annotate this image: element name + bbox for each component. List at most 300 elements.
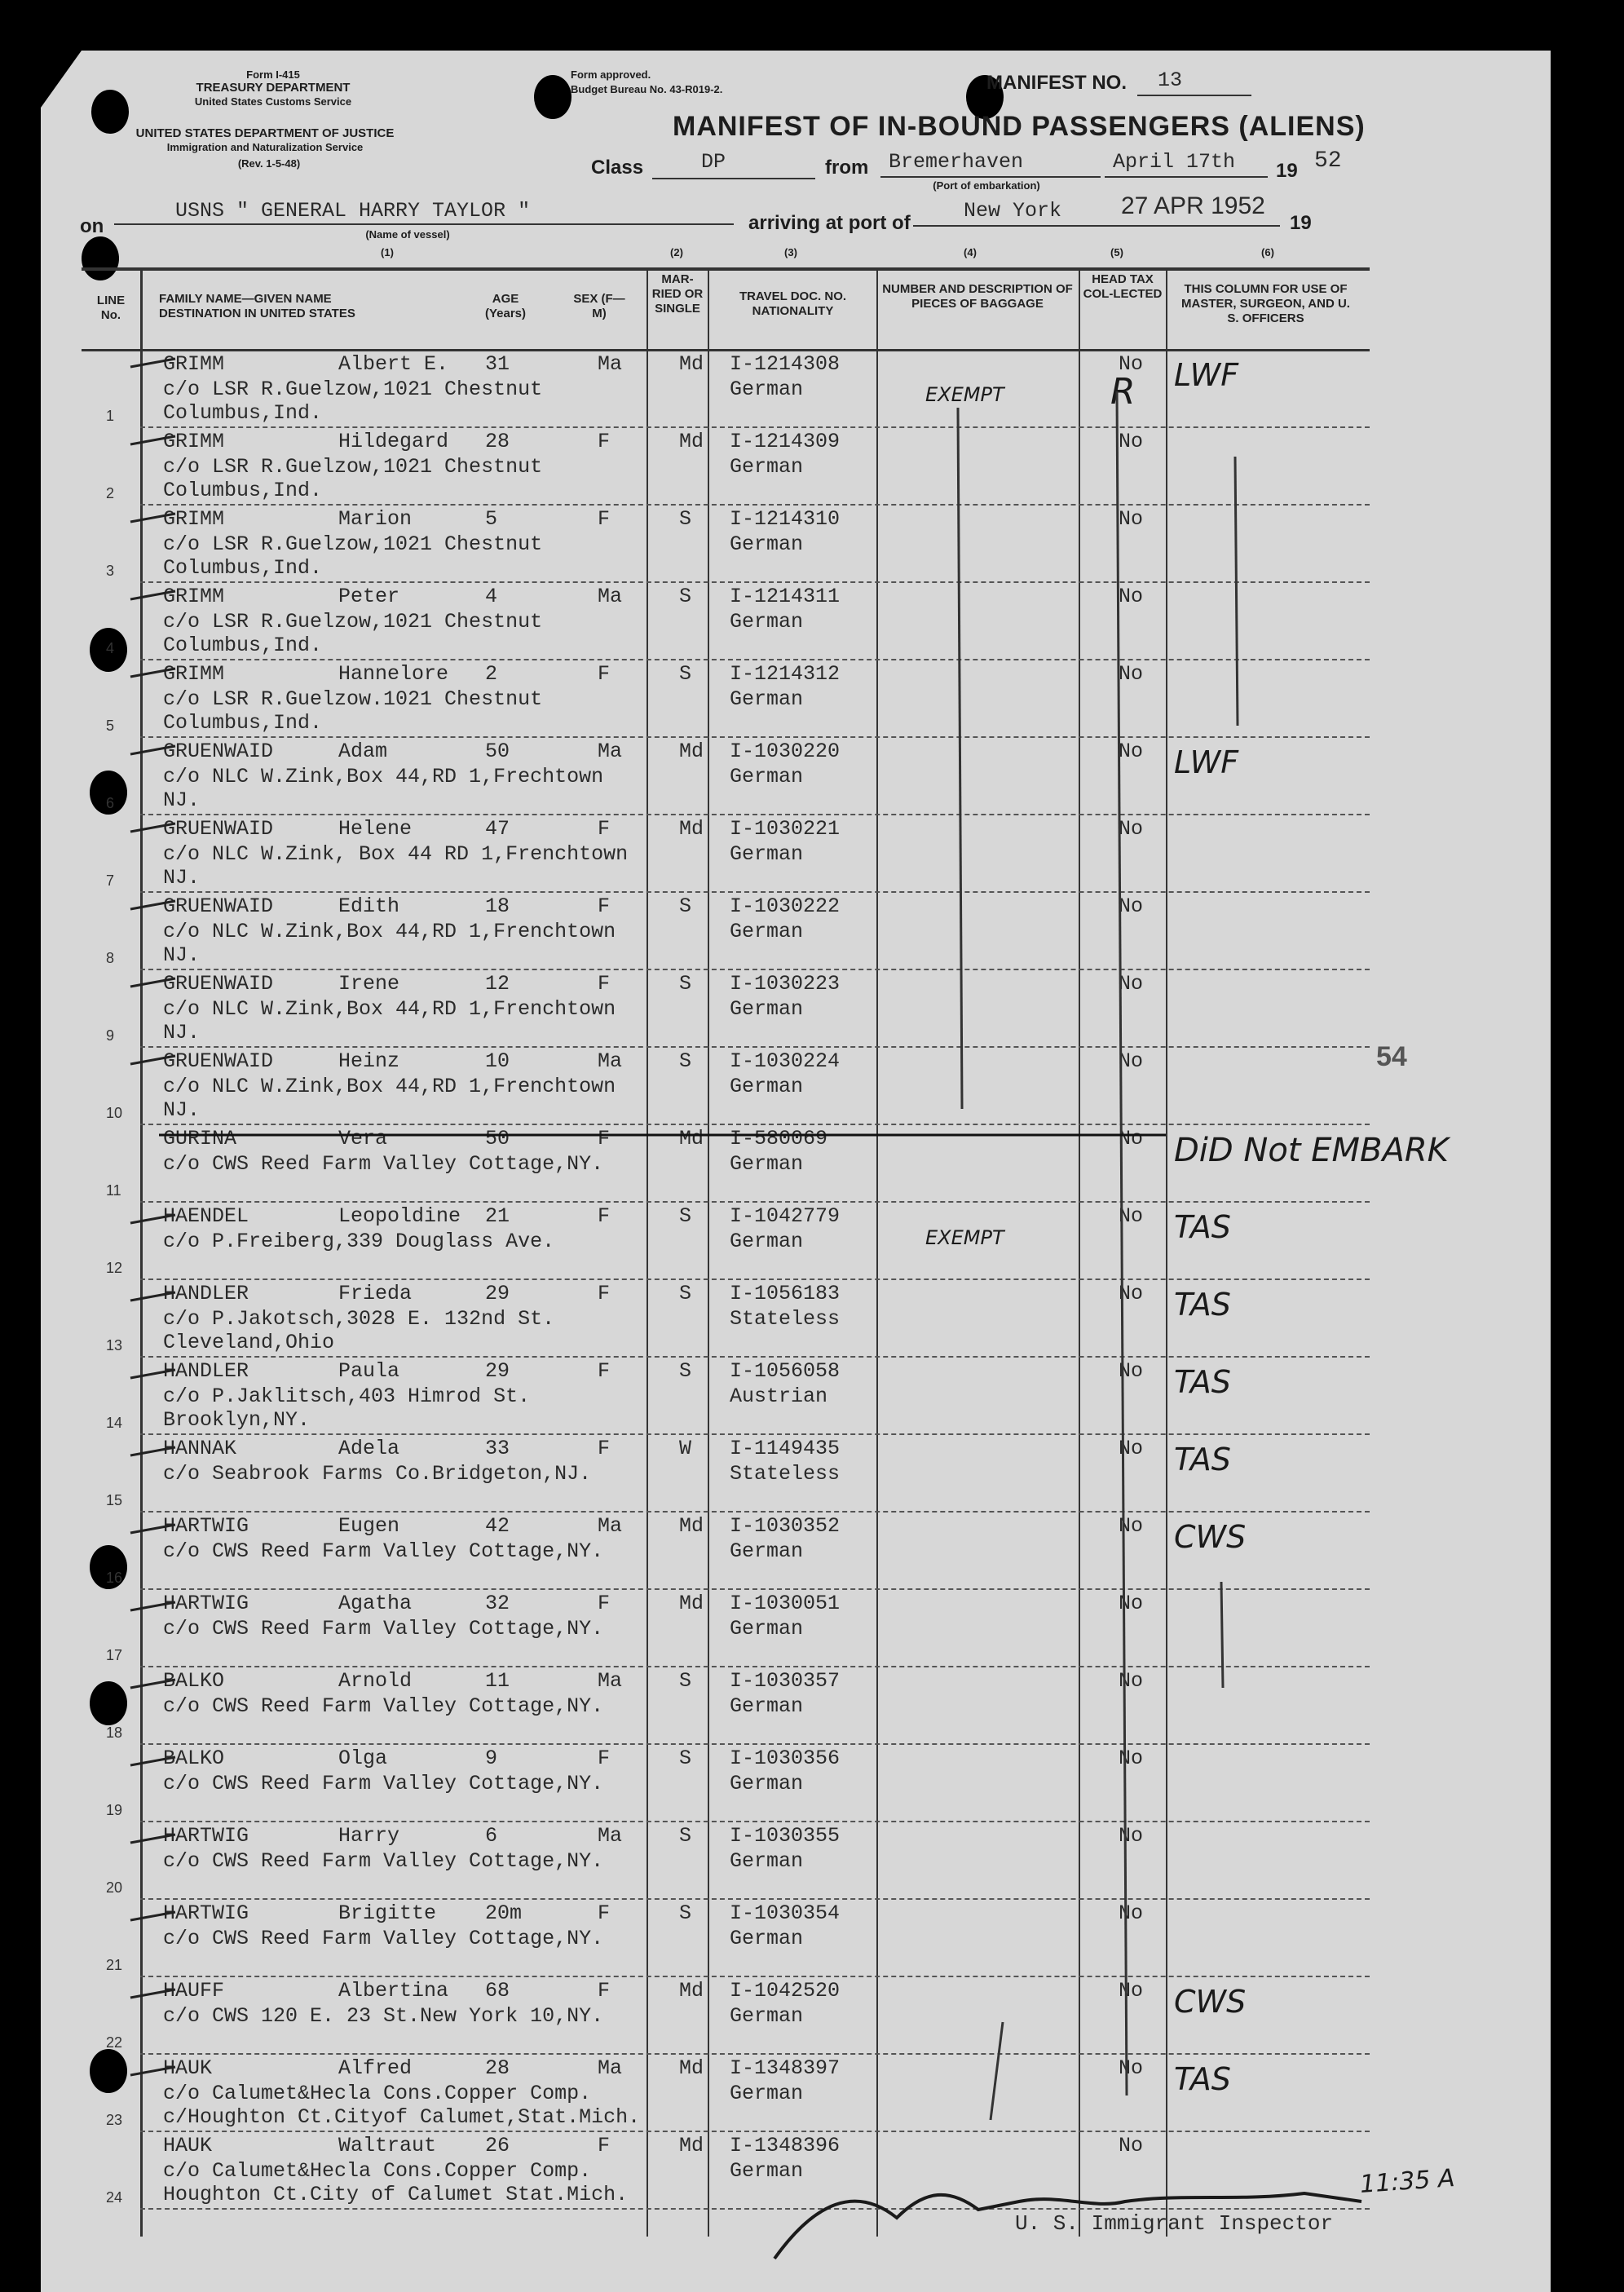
family-name: HAUFF bbox=[163, 1979, 225, 2003]
sex: F bbox=[598, 817, 611, 841]
line-number: 24 bbox=[106, 2189, 123, 2206]
travel-doc-no: I-1056183 bbox=[730, 1282, 841, 1305]
colnum-6: (6) bbox=[1261, 246, 1274, 258]
destination-line-1: c/o P.Jakotsch,3028 E. 132nd St. bbox=[163, 1307, 555, 1331]
head-tax: No bbox=[1119, 1359, 1144, 1383]
family-name: BALKO bbox=[163, 1669, 225, 1693]
given-name: Hildegard bbox=[338, 430, 449, 453]
travel-doc-no: I-1214309 bbox=[730, 430, 841, 453]
given-name: Helene bbox=[338, 817, 413, 841]
travel-doc-no: I-1348397 bbox=[730, 2056, 841, 2080]
colnum-5: (5) bbox=[1110, 246, 1123, 258]
destination-line-1: c/o Calumet&Hecla Cons.Copper Comp. bbox=[163, 2159, 592, 2183]
officer-note: TAS bbox=[1174, 1209, 1231, 1245]
family-name: GRUENWAID bbox=[163, 740, 274, 763]
destination-line-1: c/o NLC W.Zink,Box 44,RD 1,Frechtown bbox=[163, 765, 604, 788]
age: 33 bbox=[485, 1437, 510, 1460]
line-number: 13 bbox=[106, 1337, 123, 1354]
given-name: Waltraut bbox=[338, 2134, 437, 2157]
given-name: Vera bbox=[338, 1127, 388, 1150]
family-name: HARTWIG bbox=[163, 1514, 249, 1538]
age: 4 bbox=[485, 585, 498, 608]
manifest-no-label: MANIFEST NO. bbox=[986, 72, 1127, 94]
head-tax: No bbox=[1119, 1049, 1144, 1073]
line-number: 3 bbox=[106, 563, 115, 579]
stamp-date: 27 APR 1952 bbox=[1121, 192, 1265, 219]
marital-status: S bbox=[679, 972, 692, 996]
given-name: Peter bbox=[338, 585, 400, 608]
nationality: German bbox=[730, 765, 804, 788]
destination-line-2: NJ. bbox=[163, 943, 201, 967]
nationality: German bbox=[730, 1772, 804, 1795]
given-name: Edith bbox=[338, 894, 400, 918]
head-tax: No bbox=[1119, 430, 1144, 453]
age: 29 bbox=[485, 1282, 510, 1305]
manifest-no-value: 13 bbox=[1158, 68, 1183, 92]
given-name: Adela bbox=[338, 1437, 400, 1460]
nationality: German bbox=[730, 2082, 804, 2105]
age: 20m bbox=[485, 1901, 523, 1925]
nationality: German bbox=[730, 842, 804, 866]
given-name: Harry bbox=[338, 1824, 400, 1848]
travel-doc-no: I-1056058 bbox=[730, 1359, 841, 1383]
form-number: Form I-415 bbox=[246, 68, 300, 81]
line-number: 17 bbox=[106, 1647, 123, 1663]
marital-status: S bbox=[679, 1049, 692, 1073]
family-name: HANNAK bbox=[163, 1437, 237, 1460]
marital-status: Md bbox=[679, 2134, 704, 2157]
sex: Ma bbox=[598, 352, 623, 376]
destination-line-1: c/o CWS Reed Farm Valley Cottage,NY. bbox=[163, 1927, 604, 1950]
nationality: German bbox=[730, 1849, 804, 1873]
head-tax: No bbox=[1119, 972, 1144, 996]
inspector-signature bbox=[774, 2193, 1361, 2259]
nationality: German bbox=[730, 532, 804, 556]
head-tax: No bbox=[1119, 894, 1144, 918]
exempt-note-2: EXEMPT bbox=[925, 1226, 1004, 1249]
sex: F bbox=[598, 1282, 611, 1305]
destination-line-1: c/o CWS Reed Farm Valley Cottage,NY. bbox=[163, 1617, 604, 1641]
travel-doc-no: I-1030354 bbox=[730, 1901, 841, 1925]
header-baggage: NUMBER AND DESCRIPTION OF PIECES OF BAGGAGE bbox=[882, 282, 1073, 311]
age: 47 bbox=[485, 817, 510, 841]
marital-status: S bbox=[679, 894, 692, 918]
age: 11 bbox=[485, 1669, 510, 1693]
age: 5 bbox=[485, 507, 498, 531]
given-name: Hannelore bbox=[338, 662, 449, 686]
sex: F bbox=[598, 1359, 611, 1383]
colnum-4: (4) bbox=[964, 246, 977, 258]
colnum-2: (2) bbox=[670, 246, 683, 258]
nationality: German bbox=[730, 997, 804, 1021]
travel-doc-no: I-1030221 bbox=[730, 817, 841, 841]
given-name: Irene bbox=[338, 972, 400, 996]
destination-line-2: Columbus,Ind. bbox=[163, 479, 323, 502]
destination-line-1: c/o LSR R.Guelzow,1021 Chestnut bbox=[163, 532, 543, 556]
nationality: German bbox=[730, 2159, 804, 2183]
marital-status: S bbox=[679, 1204, 692, 1228]
from-value: Bremerhaven bbox=[889, 150, 1024, 174]
travel-doc-no: I-1149435 bbox=[730, 1437, 841, 1460]
form-approved: Form approved. bbox=[571, 68, 651, 81]
family-name: GRIMM bbox=[163, 662, 225, 686]
given-name: Frieda bbox=[338, 1282, 413, 1305]
nationality: German bbox=[730, 920, 804, 943]
destination-line-1: c/o CWS Reed Farm Valley Cottage,NY. bbox=[163, 1849, 604, 1873]
nationality: German bbox=[730, 1075, 804, 1098]
age: 6 bbox=[485, 1824, 498, 1848]
destination-line-2: c/Houghton Ct.Cityof Calumet,Stat.Mich. bbox=[163, 2105, 641, 2129]
given-name: Eugen bbox=[338, 1514, 400, 1538]
sex: F bbox=[598, 2134, 611, 2157]
destination-line-1: c/o P.Jaklitsch,403 Himrod St. bbox=[163, 1384, 531, 1408]
given-name: Arnold bbox=[338, 1669, 413, 1693]
ins-service: Immigration and Naturalization Service bbox=[166, 141, 364, 153]
sex: F bbox=[598, 1592, 611, 1615]
destination-line-2: NJ. bbox=[163, 788, 201, 812]
destination-line-1: c/o LSR R.Guelzow,1021 Chestnut bbox=[163, 378, 543, 401]
head-tax: No bbox=[1119, 1901, 1144, 1925]
sex: F bbox=[598, 1901, 611, 1925]
family-name: HAENDEL bbox=[163, 1204, 249, 1228]
age: 2 bbox=[485, 662, 498, 686]
age: 50 bbox=[485, 1127, 510, 1150]
destination-line-1: c/o Seabrook Farms Co.Bridgeton,NJ. bbox=[163, 1462, 592, 1486]
age: 50 bbox=[485, 740, 510, 763]
line-number: 11 bbox=[106, 1182, 121, 1199]
line-number: 1 bbox=[106, 408, 115, 424]
head-tax: No bbox=[1119, 1592, 1144, 1615]
destination-line-1: c/o CWS Reed Farm Valley Cottage,NY. bbox=[163, 1539, 604, 1563]
given-name: Albert E. bbox=[338, 352, 449, 376]
head-tax: No bbox=[1119, 1669, 1144, 1693]
destination-line-2: NJ. bbox=[163, 1021, 201, 1044]
officer-ditto-line-1 bbox=[1235, 457, 1238, 726]
family-name: GRIMM bbox=[163, 430, 225, 453]
marital-status: S bbox=[679, 1901, 692, 1925]
travel-doc-no: I-1030352 bbox=[730, 1514, 841, 1538]
nationality: German bbox=[730, 610, 804, 634]
travel-doc-no: I-1214308 bbox=[730, 352, 841, 376]
travel-doc-no: I-1214311 bbox=[730, 585, 841, 608]
age: 29 bbox=[485, 1359, 510, 1383]
marital-status: Md bbox=[679, 352, 704, 376]
line-number: 15 bbox=[106, 1492, 123, 1508]
family-name: HARTWIG bbox=[163, 1824, 249, 1848]
inspector-label: U. S. Immigrant Inspector bbox=[1015, 2211, 1334, 2236]
age: 10 bbox=[485, 1049, 510, 1073]
family-name: GURINA bbox=[163, 1127, 237, 1150]
age: 32 bbox=[485, 1592, 510, 1615]
destination-line-2: NJ. bbox=[163, 866, 201, 890]
line-number: 9 bbox=[106, 1027, 115, 1044]
line-number: 20 bbox=[106, 1879, 123, 1896]
age: 28 bbox=[485, 2056, 510, 2080]
marital-status: Md bbox=[679, 1592, 704, 1615]
age: 9 bbox=[485, 1747, 498, 1770]
sex: F bbox=[598, 507, 611, 531]
line-number: 14 bbox=[106, 1415, 123, 1431]
nationality: German bbox=[730, 1927, 804, 1950]
officer-note: TAS bbox=[1174, 2061, 1231, 2097]
officer-note: CWS bbox=[1174, 1519, 1247, 1555]
year-suffix: 19 bbox=[1290, 212, 1312, 234]
line-number: 16 bbox=[106, 1570, 123, 1586]
travel-doc-no: I-1214310 bbox=[730, 507, 841, 531]
justice-dept: UNITED STATES DEPARTMENT OF JUSTICE bbox=[135, 126, 395, 140]
destination-line-1: c/o NLC W.Zink,Box 44,RD 1,Frenchtown bbox=[163, 920, 616, 943]
line-number: 5 bbox=[106, 718, 115, 734]
family-name: GRUENWAID bbox=[163, 972, 274, 996]
destination-line-2: Columbus,Ind. bbox=[163, 556, 323, 580]
colnum-3: (3) bbox=[784, 246, 797, 258]
given-name: Albertina bbox=[338, 1979, 449, 2003]
family-name: HANDLER bbox=[163, 1282, 249, 1305]
marital-status: S bbox=[679, 1282, 692, 1305]
marital-status: S bbox=[679, 1359, 692, 1383]
header-tax: HEAD TAX COL-LECTED bbox=[1083, 272, 1163, 301]
header-officers: THIS COLUMN FOR USE OF MASTER, SURGEON, AND U. S. OFFICERS bbox=[1181, 282, 1350, 325]
destination-line-2: NJ. bbox=[163, 1098, 201, 1122]
sex: Ma bbox=[598, 2056, 623, 2080]
given-name: Adam bbox=[338, 740, 388, 763]
travel-doc-no: I-1030355 bbox=[730, 1824, 841, 1848]
sex: F bbox=[598, 1127, 611, 1150]
destination-line-1: c/o NLC W.Zink,Box 44,RD 1,Frenchtown bbox=[163, 1075, 616, 1098]
date-value: April 17th bbox=[1113, 150, 1236, 174]
head-tax: No bbox=[1119, 1747, 1144, 1770]
head-tax: No bbox=[1119, 817, 1144, 841]
marital-status: Md bbox=[679, 740, 704, 763]
officer-note: TAS bbox=[1174, 1364, 1231, 1400]
officer-note: DiD Not EMBARK bbox=[1174, 1132, 1449, 1169]
head-tax: No bbox=[1119, 1204, 1144, 1228]
sex: F bbox=[598, 1437, 611, 1460]
header-travel: TRAVEL DOC. NO. NATIONALITY bbox=[739, 289, 847, 318]
destination-line-1: c/o CWS Reed Farm Valley Cottage,NY. bbox=[163, 1152, 604, 1176]
line-number: 4 bbox=[106, 640, 115, 656]
age: 42 bbox=[485, 1514, 510, 1538]
given-name: Heinz bbox=[338, 1049, 400, 1073]
given-name: Paula bbox=[338, 1359, 400, 1383]
destination-line-2: Brooklyn,NY. bbox=[163, 1408, 311, 1432]
treasury-dept: TREASURY DEPARTMENT bbox=[196, 81, 351, 95]
destination-line-1: c/o NLC W.Zink, Box 44 RD 1,Frenchtown bbox=[163, 842, 629, 866]
given-name: Brigitte bbox=[338, 1901, 437, 1925]
destination-line-2: Cleveland,Ohio bbox=[163, 1331, 335, 1354]
destination-line-2: Columbus,Ind. bbox=[163, 711, 323, 735]
head-tax: No bbox=[1119, 1824, 1144, 1848]
line-number: 7 bbox=[106, 872, 115, 889]
nationality: Stateless bbox=[730, 1307, 841, 1331]
year-value: 52 bbox=[1314, 148, 1342, 174]
line-number: 23 bbox=[106, 2112, 123, 2128]
sex: F bbox=[598, 972, 611, 996]
signature-time: 11:35 A bbox=[1358, 2163, 1456, 2200]
head-tax: No bbox=[1119, 1282, 1144, 1305]
nationality: German bbox=[730, 1539, 804, 1563]
on-label: on bbox=[80, 215, 104, 237]
destination-line-2: Columbus,Ind. bbox=[163, 634, 323, 657]
sex: F bbox=[598, 1204, 611, 1228]
head-tax: No bbox=[1119, 2056, 1144, 2080]
family-name: GRIMM bbox=[163, 507, 225, 531]
age: 68 bbox=[485, 1979, 510, 2003]
family-name: GRIMM bbox=[163, 352, 225, 376]
nationality: German bbox=[730, 1694, 804, 1718]
family-name: HANDLER bbox=[163, 1359, 249, 1383]
marital-status: S bbox=[679, 1824, 692, 1848]
year-prefix: 19 bbox=[1276, 160, 1298, 182]
tick-marks bbox=[130, 359, 175, 2075]
destination-line-1: c/o CWS Reed Farm Valley Cottage,NY. bbox=[163, 1772, 604, 1795]
destination-line-1: c/o CWS 120 E. 23 St.New York 10,NY. bbox=[163, 2004, 604, 2028]
age: 18 bbox=[485, 894, 510, 918]
officer-note: LWF bbox=[1174, 357, 1239, 393]
head-tax: No bbox=[1119, 1127, 1144, 1150]
sex: Ma bbox=[598, 1669, 623, 1693]
given-name: Alfred bbox=[338, 2056, 413, 2080]
sex: F bbox=[598, 430, 611, 453]
travel-doc-no: I-1030356 bbox=[730, 1747, 841, 1770]
age: 26 bbox=[485, 2134, 510, 2157]
sex: Ma bbox=[598, 1514, 623, 1538]
marital-status: Md bbox=[679, 1514, 704, 1538]
marital-status: S bbox=[679, 1747, 692, 1770]
family-name: GRUENWAID bbox=[163, 817, 274, 841]
destination-line-1: c/o CWS Reed Farm Valley Cottage,NY. bbox=[163, 1694, 604, 1718]
line-number: 2 bbox=[106, 485, 115, 501]
sex: Ma bbox=[598, 1824, 623, 1848]
officer-note: CWS bbox=[1174, 1984, 1247, 2020]
nationality: German bbox=[730, 1230, 804, 1253]
marital-status: Md bbox=[679, 1979, 704, 2003]
exempt-note-1: EXEMPT bbox=[925, 383, 1004, 406]
sex: F bbox=[598, 662, 611, 686]
nationality: Austrian bbox=[730, 1384, 828, 1408]
travel-doc-no: I-1030357 bbox=[730, 1669, 841, 1693]
family-name: BALKO bbox=[163, 1747, 225, 1770]
travel-doc-no: I-1030222 bbox=[730, 894, 841, 918]
nationality: Stateless bbox=[730, 1462, 841, 1486]
destination-line-1: c/o LSR R.Guelzow.1021 Chestnut bbox=[163, 687, 543, 711]
revision: (Rev. 1-5-48) bbox=[237, 157, 301, 170]
destination-line-1: c/o NLC W.Zink,Box 44,RD 1,Frenchtown bbox=[163, 997, 616, 1021]
sex: Ma bbox=[598, 740, 623, 763]
head-tax: No bbox=[1119, 1514, 1144, 1538]
marital-status: S bbox=[679, 585, 692, 608]
head-tax: No bbox=[1119, 1979, 1144, 2003]
given-name: Olga bbox=[338, 1747, 388, 1770]
family-name: GRIMM bbox=[163, 585, 225, 608]
given-name: Marion bbox=[338, 507, 413, 531]
header-family: FAMILY NAME—GIVEN NAME DESTINATION IN UNITED STATES bbox=[159, 292, 355, 320]
sex: Ma bbox=[598, 1049, 623, 1073]
budget-bureau: Budget Bureau No. 43-R019-2. bbox=[571, 83, 723, 95]
travel-doc-no: I-1030224 bbox=[730, 1049, 841, 1073]
travel-doc-no: I-1030051 bbox=[730, 1592, 841, 1615]
head-tax: No bbox=[1119, 740, 1144, 763]
officer-note: LWF bbox=[1174, 744, 1239, 780]
given-name: Leopoldine bbox=[338, 1204, 461, 1228]
line-number: 12 bbox=[106, 1260, 123, 1276]
head-tax: No bbox=[1119, 662, 1144, 686]
page-number: 54 bbox=[1376, 1041, 1407, 1072]
nationality: German bbox=[730, 378, 804, 401]
sex: F bbox=[598, 1747, 611, 1770]
nationality: German bbox=[730, 1152, 804, 1176]
marital-status: Md bbox=[679, 817, 704, 841]
head-tax: No bbox=[1119, 507, 1144, 531]
sex: F bbox=[598, 1979, 611, 2003]
marital-status: S bbox=[679, 507, 692, 531]
colnum-1: (1) bbox=[381, 246, 394, 258]
travel-doc-no: I-1214312 bbox=[730, 662, 841, 686]
age: 12 bbox=[485, 972, 510, 996]
destination-line-1: c/o LSR R.Guelzow,1021 Chestnut bbox=[163, 455, 543, 479]
class-value: DP bbox=[701, 150, 726, 174]
age: 31 bbox=[485, 352, 510, 376]
officer-ditto-line-2 bbox=[1221, 1582, 1223, 1688]
given-name: Agatha bbox=[338, 1592, 413, 1615]
officer-note: TAS bbox=[1174, 1287, 1231, 1323]
travel-doc-no: I-1348396 bbox=[730, 2134, 841, 2157]
header-line-no: LINE No. bbox=[96, 294, 126, 322]
header-age: AGE (Years) bbox=[484, 292, 527, 320]
head-tax: No bbox=[1119, 352, 1144, 376]
officer-note: TAS bbox=[1174, 1442, 1231, 1477]
r-mark: R bbox=[1110, 371, 1136, 413]
arriving-label: arriving at port of bbox=[748, 212, 911, 234]
baggage-ditto-line bbox=[958, 408, 962, 1109]
destination-line-1: c/o Calumet&Hecla Cons.Copper Comp. bbox=[163, 2082, 592, 2105]
marital-status: Md bbox=[679, 430, 704, 453]
marital-status: Md bbox=[679, 1127, 704, 1150]
marital-status: S bbox=[679, 1669, 692, 1693]
age: 28 bbox=[485, 430, 510, 453]
destination-line-2: Columbus,Ind. bbox=[163, 401, 323, 425]
sex: Ma bbox=[598, 585, 623, 608]
family-name: HARTWIG bbox=[163, 1901, 249, 1925]
destination-line-2: Houghton Ct.City of Calumet Stat.Mich. bbox=[163, 2183, 629, 2206]
nationality: German bbox=[730, 687, 804, 711]
line-number: 10 bbox=[106, 1105, 123, 1121]
line-number: 6 bbox=[106, 795, 115, 811]
customs-service: United States Customs Service bbox=[194, 95, 352, 108]
marital-status: Md bbox=[679, 2056, 704, 2080]
line-number: 21 bbox=[106, 1957, 123, 1973]
family-name: HARTWIG bbox=[163, 1592, 249, 1615]
travel-doc-no: I-580069 bbox=[730, 1127, 828, 1150]
vessel-label: (Name of vessel) bbox=[365, 228, 450, 241]
from-label: from bbox=[825, 157, 869, 179]
line-number: 22 bbox=[106, 2034, 123, 2051]
nationality: German bbox=[730, 2004, 804, 2028]
line-number: 19 bbox=[106, 1802, 123, 1818]
family-name: GRUENWAID bbox=[163, 894, 274, 918]
tax-ditto-line bbox=[1117, 391, 1127, 2095]
port-embark-label: (Port of embarkation) bbox=[933, 179, 1040, 192]
family-name: GRUENWAID bbox=[163, 1049, 274, 1073]
family-name: HAUK bbox=[163, 2134, 213, 2157]
vessel-name: USNS " GENERAL HARRY TAYLOR " bbox=[175, 199, 531, 223]
port-value: New York bbox=[964, 199, 1062, 223]
travel-doc-no: I-1042520 bbox=[730, 1979, 841, 2003]
head-tax: No bbox=[1119, 2134, 1144, 2157]
head-tax: No bbox=[1119, 585, 1144, 608]
travel-doc-no: I-1030223 bbox=[730, 972, 841, 996]
header-sex: SEX (F—M) bbox=[573, 292, 625, 320]
